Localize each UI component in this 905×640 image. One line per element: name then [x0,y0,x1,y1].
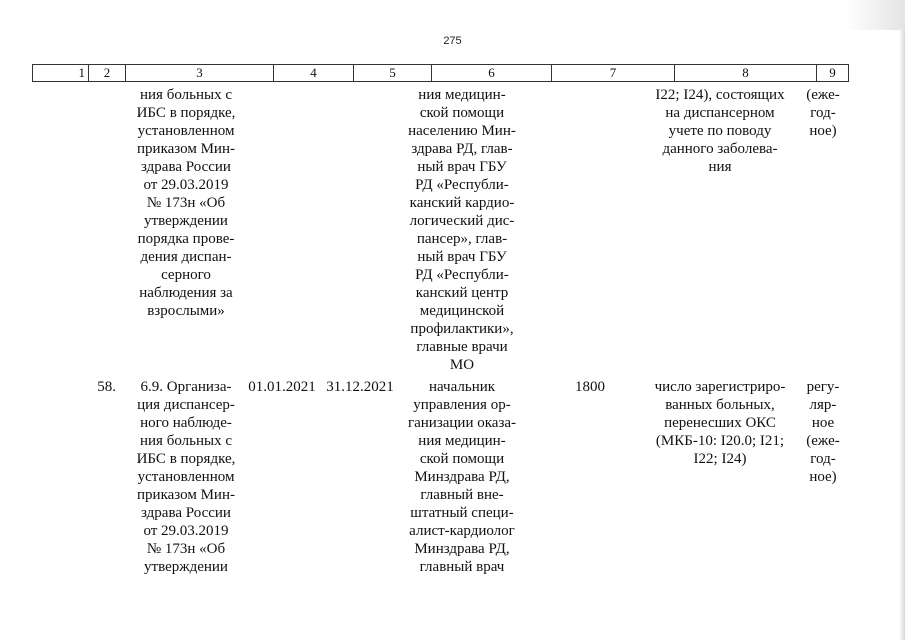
row-58-value: 1800 [575,379,605,395]
column-number-1: 1 [33,65,89,82]
row-58-number: 58. [97,379,116,395]
continuation-indicator-text: I22; I24), состоящих на диспансерном учете по поводу данного заболева- ния [655,87,785,175]
row-58-indicator-text: число зарегистриро- ванных больных, перенесших ОКС (МКБ-10: I20.0; I21; I22; I24) [654,379,786,467]
continuation-responsible-text: ния медицин- ской помощи населению Мин- здрава РД, глав- ный врач ГБУ РД «Республи- канский кардио- логический дис- пансер», глав- ный врач ГБУ РД «Республи- канский центр медицинской профилактики», главные врачи МО [408,87,516,373]
continuation-activity-text: ния больных с ИБС в порядке, установленном приказом Мин- здрава России от 29.03.2019 № 173н «Об утверждении порядка прове- дения диспан- серного наблюдения за взрослыми» [136,87,236,319]
column-number-3: 3 [126,65,274,82]
column-number-9: 9 [817,65,849,82]
row-58-frequency-text: регу- ляр- ное (еже- год- ное) [806,379,840,485]
column-number-5: 5 [354,65,432,82]
column-number-7: 7 [552,65,675,82]
row-58-activity-text: 6.9. Организа- ция диспансер- ного наблюде- ния больных с ИБС в порядке, установленном приказом Мин- здрава России от 29.03.2019 № 173н «Об утверждении [136,379,236,575]
column-number-4: 4 [274,65,354,82]
column-number-8: 8 [675,65,817,82]
column-number-header [32,64,849,82]
scan-edge-shadow [899,0,905,640]
page-number: 275 [443,35,462,47]
row-58-start-date: 01.01.2021 [248,379,316,395]
scan-corner-shadow [845,0,905,30]
column-number-6: 6 [432,65,552,82]
row-58-end-date: 31.12.2021 [326,379,394,395]
continuation-frequency-text: (еже- год- ное) [806,87,840,139]
row-58-responsible-text: начальник управления ор- ганизации оказа- ния медицин- ской помощи Минздрава РД, главный вне- штатный специ- алист-кардиолог Минздрава РД, главный врач [407,379,517,575]
column-number-2: 2 [89,65,126,82]
